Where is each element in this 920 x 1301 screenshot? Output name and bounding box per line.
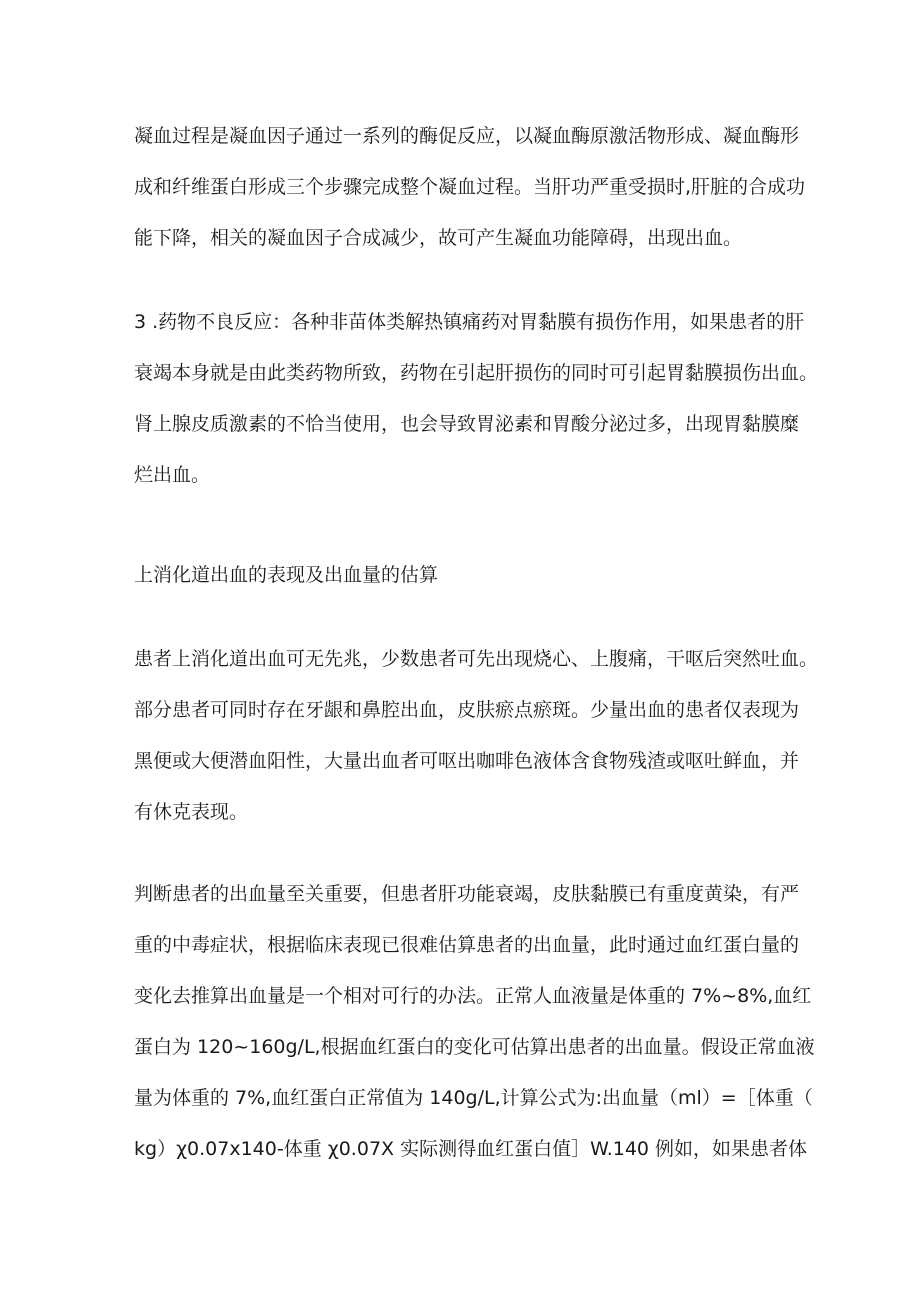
paragraph-coagulation-process: [134, 111, 806, 264]
text-line: 肾上腺皮质激素的不恰当使用，也会导致胃泌素和胃酸分泌过多，出现胃黏膜糜: [134, 413, 800, 435]
heading-text: 上消化道出血的表现及出血量的估算: [134, 564, 439, 586]
text-line: 衰竭本身就是由此类药物所致，药物在引起肝损伤的同时可引起胃黏膜损伤出血。: [134, 362, 819, 384]
text-line: 部分患者可同时存在牙龈和鼻腔出血，皮肤瘀点瘀斑。少量出血的患者仅表现为: [134, 699, 800, 721]
paragraph-drug-reactions: [134, 297, 819, 501]
text-line: 成和纤维蛋白形成三个步骤完成整个凝血过程。当肝功严重受损时,肝脏的合成功: [134, 176, 806, 198]
paragraph-blood-loss-estimation: [134, 869, 815, 1175]
text-line: 有休克表现。: [134, 801, 249, 823]
text-line: kg）χ0.07x140-体重 χ0.07X 实际测得血红蛋白值］W.140 例如，如果患者体: [134, 1138, 808, 1160]
text-line: 量为体重的 7%,血红蛋白正常值为 140g∕L,计算公式为:出血量（ml）=［体重（: [134, 1087, 813, 1109]
text-line: 判断患者的出血量至关重要，但患者肝功能衰竭，皮肤黏膜已有重度黄染，有严: [134, 883, 800, 905]
text-line: 变化去推算出血量是一个相对可行的办法。正常人血液量是体重的 7%~8%,血红: [134, 985, 812, 1007]
text-line: 烂出血。: [134, 464, 211, 486]
section-heading: [134, 550, 794, 601]
text-line: 黑便或大便潜血阳性，大量出血者可呕出咖啡色液体含食物残渣或呕吐鲜血，并: [134, 750, 800, 772]
text-line: 凝血过程是凝血因子通过一系列的酶促反应，以凝血酶原激活物形成、凝血酶形: [134, 125, 800, 147]
text-line: 蛋白为 120~160g∕L,根据血红蛋白的变化可估算出患者的出血量。假设正常血液: [134, 1036, 815, 1058]
text-line: 能下降，相关的凝血因子合成减少，故可产生凝血功能障碍，出现出血。: [134, 227, 743, 249]
paragraph-symptoms: [134, 634, 819, 838]
text-line: 患者上消化道出血可无先兆，少数患者可先出现烧心、上腹痛，干呕后突然吐血。: [134, 648, 819, 670]
text-line: 重的中毒症状，根据临床表现已很难估算患者的出血量，此时通过血红蛋白量的: [134, 934, 800, 956]
text-line: 3 .药物不良反应：各种非苗体类解热镇痛药对胃黏膜有损伤作用，如果患者的肝: [134, 311, 805, 333]
